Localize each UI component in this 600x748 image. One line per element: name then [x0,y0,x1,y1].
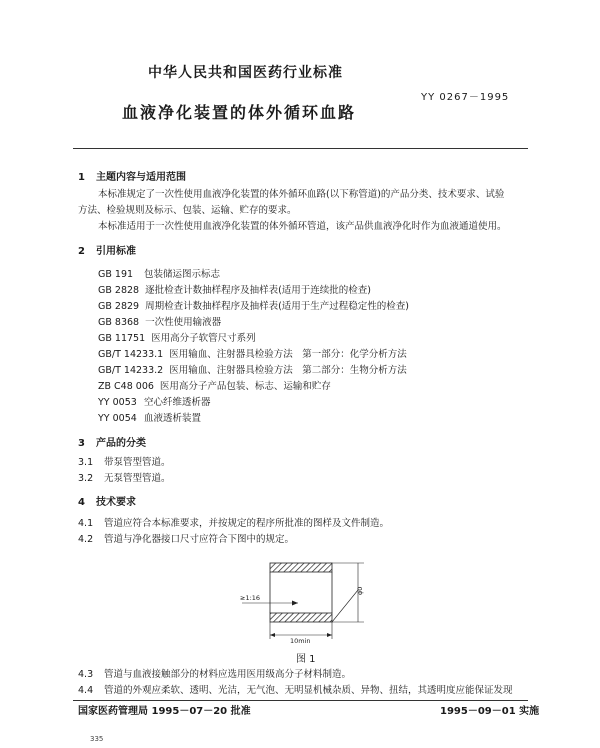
reference-text: 医用高分子产品包装、标志、运输和贮存 [159,381,331,392]
taper-leader-arrow [292,601,298,606]
clause-item [78,682,513,696]
reference-text: 空心纤维透析器 [144,397,211,408]
section-title: 技术要求 [96,497,136,508]
reference-code: YY 0053 [98,397,137,408]
clause-item [78,531,294,545]
section-number: 2 [78,246,85,257]
page-number: 335 [90,735,104,743]
diameter-label: φ0 [356,586,364,595]
clause-text: 管道与血液接触部分的材料应选用医用级高分子材料制造。 [104,669,352,680]
clause-number: 4.3 [78,669,94,680]
length-label: 10min [290,637,311,645]
reference-code: GB 2828 [98,285,140,296]
clause-number: 4.2 [78,534,94,545]
clause-item [78,666,351,680]
clause-text: 管道应符合本标准要求，并按规定的程序所批准的图样及文件制造。 [104,518,390,529]
length-arrow-right [327,633,332,637]
clause-number: 4.4 [78,685,94,696]
section-number: 3 [78,438,85,449]
reference-item [98,346,407,360]
reference-item [98,298,409,312]
lower-wall [270,613,332,622]
upper-wall [270,563,332,572]
reference-item [98,282,371,296]
reference-text: 血液透析装置 [144,413,202,424]
taper-label: ≥1:16 [240,594,261,602]
reference-code: GB 8368 [98,317,140,328]
section-number: 1 [78,172,85,183]
ministry-heading: 中华人民共和国医药行业标准 [148,65,343,81]
section-1-paragraph-2: 本标准适用于一次性使用血液净化装置的体外循环管道，该产品供血液净化时作为血液通道使用。 [98,221,507,232]
clause-text: 带泵管型管道。 [104,457,171,468]
clause-item [78,470,171,484]
reference-text: 医用输血、注射器具检验方法 第二部分：生物分析方法 [169,365,407,376]
taper-line [332,590,358,622]
approval-line: 国家医药管理局 1995－07－20 批准 [78,706,251,717]
clause-item [78,515,389,529]
document-title: 血液净化装置的体外循环血路 [122,103,357,122]
reference-item [98,266,220,280]
connector-drawing [238,555,378,645]
header-rule [73,148,528,149]
reference-text: 一次性使用输液器 [145,317,222,328]
clause-number: 3.2 [78,473,94,484]
reference-text: 医用输血、注射器具检验方法 第一部分：化学分析方法 [169,349,407,360]
section-number: 4 [78,497,85,508]
section-title: 引用标准 [96,246,136,257]
clause-text: 管道的外观应柔软、透明、光洁，无气泡、无明显机械杂质、异物、扭结，其透明度应能保证发现 [104,685,513,696]
section-title: 产品的分类 [96,438,146,449]
section-1-paragraph-1-line-2: 方法、检验规则及标示、包装、运输、贮存的要求。 [78,205,297,216]
reference-text: 医用高分子软管尺寸系列 [151,333,256,344]
reference-item [98,362,407,376]
section-4-heading [78,493,136,508]
section-2-heading [78,242,136,257]
clause-text: 无泵管型管道。 [104,473,171,484]
connector-diagram [238,555,378,649]
reference-item [98,410,201,424]
standard-code: YY 0267－1995 [421,92,510,103]
footer-rule [73,700,528,701]
reference-text: 周期检查计数抽样程序及抽样表(适用于生产过程稳定性的检查) [145,301,409,312]
section-3-heading [78,434,146,449]
effective-date: 1995－09－01 实施 [440,706,540,717]
clause-number: 4.1 [78,518,94,529]
clause-number: 3.1 [78,457,94,468]
reference-text: 包装储运图示标志 [144,269,221,280]
clause-item [78,454,171,468]
section-1-heading [78,168,186,183]
reference-code: GB/T 14233.1 [98,349,164,360]
reference-item [98,378,331,392]
clause-text: 管道与净化器接口尺寸应符合下图中的规定。 [104,534,295,545]
reference-code: GB/T 14233.2 [98,365,164,376]
length-arrow-left [270,633,275,637]
reference-code: ZB C48 006 [98,381,154,392]
figure-caption: 图 1 [296,654,316,665]
reference-code: GB 2829 [98,301,140,312]
reference-code: GB 11751 [98,333,146,344]
reference-item [98,330,256,344]
reference-code: GB 191 [98,269,134,280]
reference-code: YY 0054 [98,413,137,424]
reference-text: 逐批检查计数抽样程序及抽样表(适用于连续批的检查) [145,285,371,296]
reference-item [98,394,211,408]
section-title: 主题内容与适用范围 [96,172,186,183]
reference-item [98,314,221,328]
section-1-paragraph-1-line-1: 本标准规定了一次性使用血液净化装置的体外循环血路(以下称管道)的产品分类、技术要求、试验 [98,189,505,200]
